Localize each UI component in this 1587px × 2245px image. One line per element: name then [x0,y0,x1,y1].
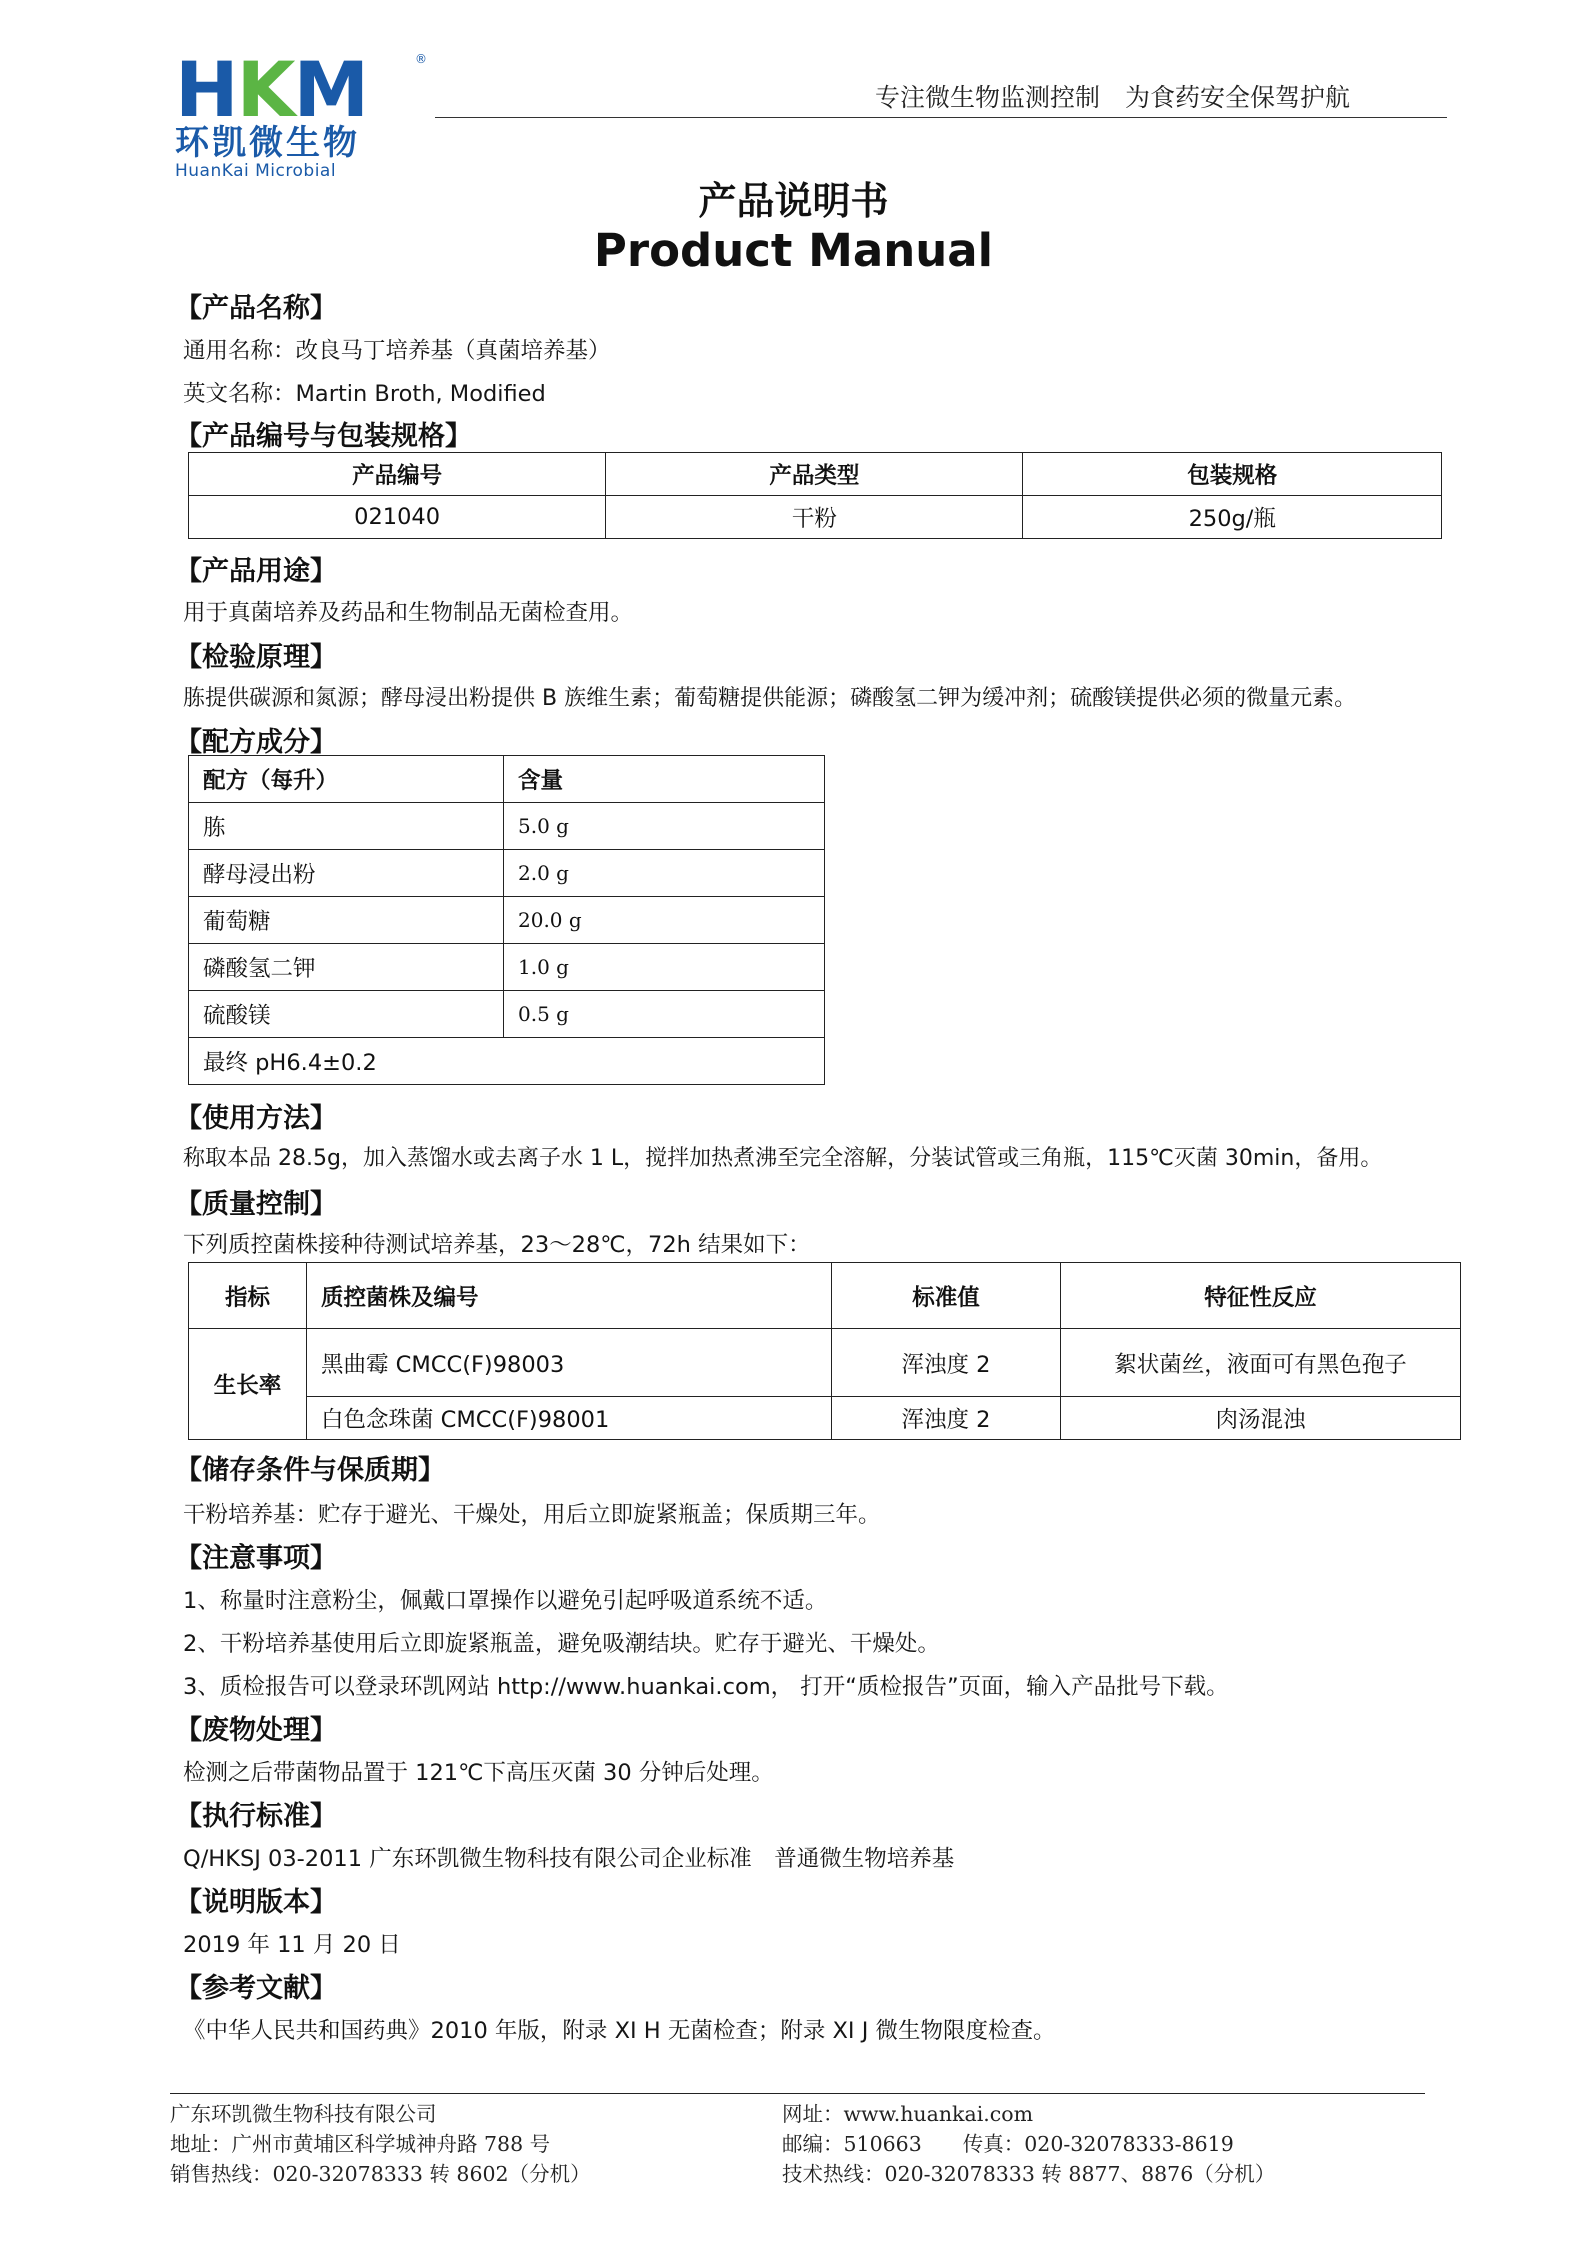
spec-package: 250g/瓶 [1023,496,1442,539]
qc-standard: 浑浊度 2 [832,1397,1061,1440]
heading-product-use: 【产品用途】 [175,556,337,587]
heading-product-name: 【产品名称】 [175,293,337,324]
qc-header-strain: 质控菌株及编号 [307,1263,832,1329]
footer-address: 地址：广州市黄埔区科学城神舟路 788 号 [170,2132,551,2156]
heading-waste: 【废物处理】 [175,1715,337,1746]
qc-header-reaction: 特征性反应 [1061,1263,1461,1329]
spec-type: 干粉 [606,496,1023,539]
ingredient-amount: 5.0 g [504,803,825,850]
footer-sales-hotline: 销售热线：020-32078333 转 8602（分机） [170,2162,591,2186]
logo-english-name: HuanKai Microbial [175,161,337,181]
formula-row [189,897,825,944]
method-text: 称取本品 28.5g，加入蒸馏水或去离子水 1 L，搅拌加热煮沸至完全溶解，分装试管或三角瓶，115℃灭菌 30min，备用。 [183,1146,1383,1171]
final-ph: 最终 pH6.4±0.2 [189,1038,825,1085]
heading-version: 【说明版本】 [175,1887,337,1918]
registered-mark: ® [415,52,427,66]
heading-method: 【使用方法】 [175,1103,337,1134]
note-item: 3、质检报告可以登录环凯网站 http://www.huankai.com， 打开“质检报告”页面，输入产品批号下载。 [183,1674,1229,1700]
footer-divider [170,2093,1425,2094]
logo-letter-k: K [236,45,294,134]
heading-quality-control: 【质量控制】 [175,1189,337,1220]
heading-principle: 【检验原理】 [175,642,337,673]
title-chinese: 产品说明书 [698,179,889,223]
logo-letter-m: M [293,45,368,134]
common-name: 通用名称：改良马丁培养基（真菌培养基） [183,338,611,364]
english-name: 英文名称：Martin Broth, Modified [183,381,546,407]
spec-code: 021040 [189,496,606,539]
header-divider [435,117,1447,118]
spec-header-row [189,453,1442,496]
title-english: Product Manual [593,224,994,277]
heading-reference: 【参考文献】 [175,1973,337,2004]
company-logo [175,45,435,181]
spec-header-type: 产品类型 [606,453,1023,496]
ingredient-name: 硫酸镁 [189,991,504,1038]
footer-tech-hotline: 技术热线：020-32078333 转 8877、8876（分机） [782,2162,1276,2186]
formula-row [189,850,825,897]
qc-header-row [189,1263,1461,1329]
footer-company: 广东环凯微生物科技有限公司 [170,2102,437,2126]
ingredient-name: 胨 [189,803,504,850]
waste-text: 检测之后带菌物品置于 121℃下高压灭菌 30 分钟后处理。 [183,1760,774,1786]
formula-row [189,991,825,1038]
qc-intro: 下列质控菌株接种待测试培养基，23～28℃，72h 结果如下： [183,1232,811,1258]
heading-formula: 【配方成分】 [175,727,337,758]
qc-standard: 浑浊度 2 [832,1329,1061,1397]
header-slogan: 专注微生物监测控制 为食药安全保驾护航 [875,83,1351,112]
qc-strain: 黑曲霉 CMCC(F)98003 [307,1329,832,1397]
formula-table [188,755,825,1085]
qc-reaction: 絮状菌丝，液面可有黑色孢子 [1061,1329,1461,1397]
qc-header-indicator: 指标 [189,1263,307,1329]
formula-row [189,803,825,850]
logo-letter-h: H [175,45,237,134]
principle-text: 胨提供碳源和氮源；酵母浸出粉提供 B 族维生素；葡萄糖提供能源；磷酸氢二钾为缓冲剂；硫酸镁提供必须的微量元素。 [183,686,1357,711]
logo-letters [175,45,435,134]
product-use-text: 用于真菌培养及药品和生物制品无菌检查用。 [183,600,634,626]
ingredient-name: 酵母浸出粉 [189,850,504,897]
heading-notes: 【注意事项】 [175,1543,337,1574]
formula-header-amount: 含量 [504,756,825,803]
footer-postcode-fax: 邮编：510663 传真：020-32078333-8619 [782,2132,1234,2156]
qc-strain: 白色念珠菌 CMCC(F)98001 [307,1397,832,1440]
ingredient-name: 磷酸氢二钾 [189,944,504,991]
qc-reaction: 肉汤混浊 [1061,1397,1461,1440]
ingredient-amount: 2.0 g [504,850,825,897]
formula-row [189,944,825,991]
heading-product-spec: 【产品编号与包装规格】 [175,421,472,452]
footer-website: 网址：www.huankai.com [782,2102,1034,2126]
logo-chinese-name: 环凯微生物 [175,123,360,163]
heading-standard: 【执行标准】 [175,1801,337,1832]
formula-header-row [189,756,825,803]
note-item: 2、干粉培养基使用后立即旋紧瓶盖，避免吸潮结块。贮存于避光、干燥处。 [183,1631,940,1657]
heading-storage: 【储存条件与保质期】 [175,1455,445,1486]
reference-text: 《中华人民共和国药典》2010 年版，附录 XI H 无菌检查；附录 XI J 微生物限度检查。 [183,2018,1056,2044]
spec-header-package: 包装规格 [1023,453,1442,496]
formula-ph-row [189,1038,825,1085]
spec-header-code: 产品编号 [189,453,606,496]
spec-data-row [189,496,1442,539]
note-item: 1、称量时注意粉尘，佩戴口罩操作以避免引起呼吸道系统不适。 [183,1588,828,1614]
qc-group-growth-rate: 生长率 [189,1329,307,1440]
qc-row [189,1329,1461,1397]
standard-text: Q/HKSJ 03-2011 广东环凯微生物科技有限公司企业标准 普通微生物培养基 [183,1846,955,1872]
spec-table [188,452,1442,539]
version-text: 2019 年 11 月 20 日 [183,1932,401,1958]
ingredient-amount: 20.0 g [504,897,825,944]
qc-table [188,1262,1461,1440]
qc-row [189,1397,1461,1440]
ingredient-name: 葡萄糖 [189,897,504,944]
storage-text: 干粉培养基：贮存于避光、干燥处，用后立即旋紧瓶盖；保质期三年。 [183,1502,881,1528]
formula-header-ingredient: 配方（每升） [189,756,504,803]
ingredient-amount: 0.5 g [504,991,825,1038]
qc-header-standard: 标准值 [832,1263,1061,1329]
ingredient-amount: 1.0 g [504,944,825,991]
